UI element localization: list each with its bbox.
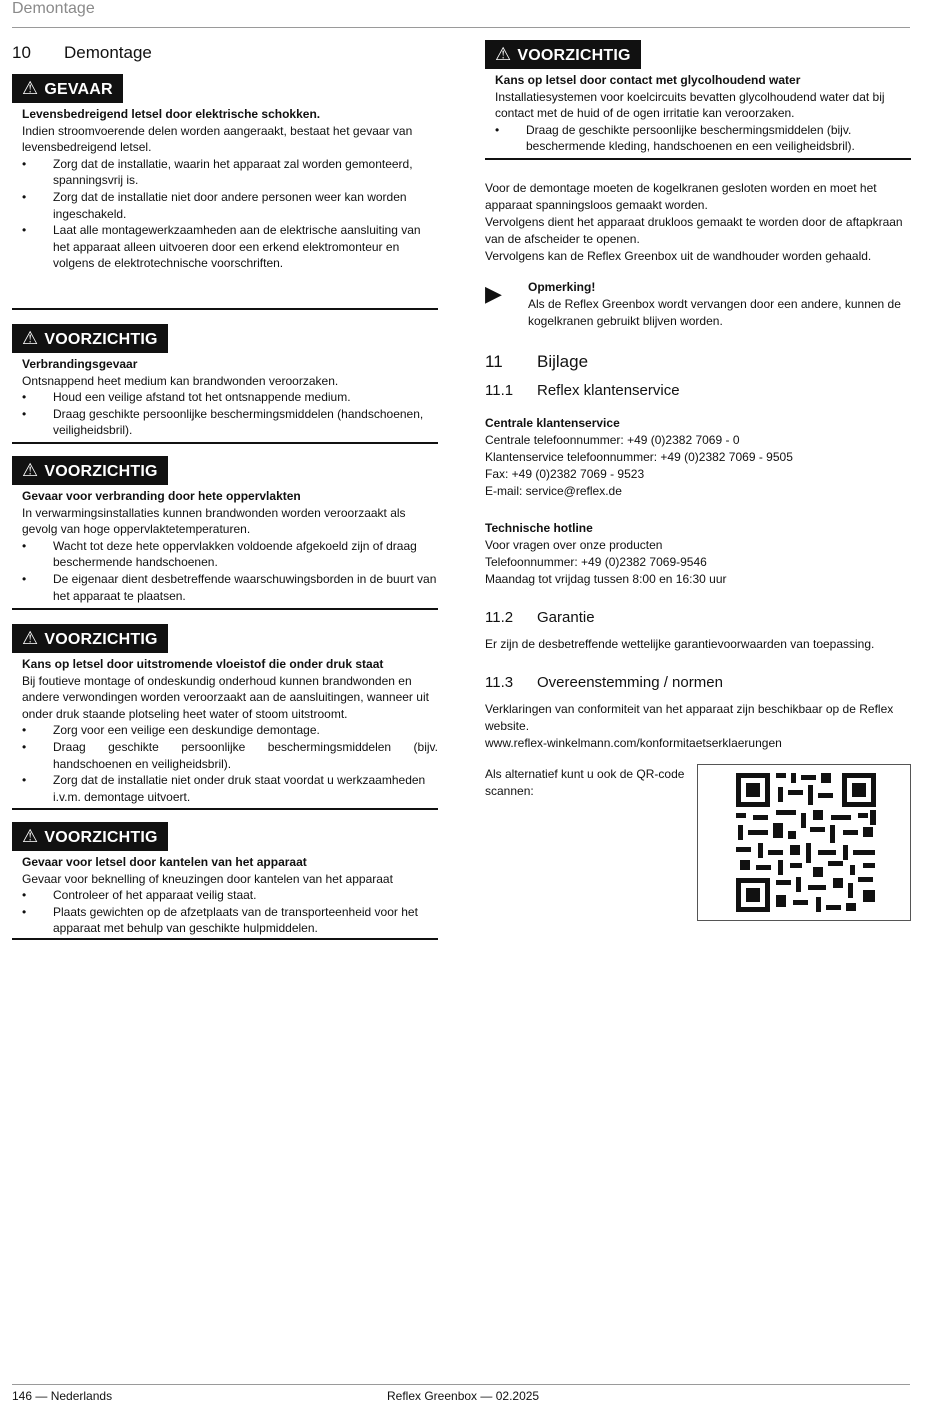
footer-language: Nederlands — [50, 1389, 113, 1403]
warning-text: Gevaar voor beknelling of kneuzingen door kantelen van het apparaat — [22, 871, 393, 886]
hotline-line: Telefoonnummer: +49 (0)2382 7069-9546 — [485, 555, 707, 569]
warning-block-burn — [12, 324, 438, 444]
warning-label: ⚠ GEVAAR — [12, 74, 123, 103]
list-item: • Wacht tot deze hete oppervlakken voldoende afgekoeld zijn of draag beschermende handschoenen. — [22, 538, 438, 571]
contact-line: Klantenservice telefoonnummer: +49 (0)2382 7069 - 9505 — [485, 450, 793, 464]
page-header — [12, 0, 910, 28]
list-item: • Laat alle montagewerkzaamheden aan de elektrische aansluiting van het apparaat alleen uitvoeren door een erkend elektromonteur en volgens de elektrotechnische voorschriften. — [22, 222, 438, 272]
warning-block-tipping — [12, 822, 438, 940]
page-number: 146 — [12, 1389, 33, 1403]
footer-document: Reflex Greenbox — 02.2025 — [387, 1389, 540, 1403]
note-title: Opmerking! — [528, 280, 596, 294]
warning-text: Bij foutieve montage of ondeskundig onderhoud kunnen brandwonden en andere verwondingen worden veroorzaakt aan de aansluitingen, wanneer uit onder druk staande plotseling heet water of stoom uitstroomt. — [22, 673, 429, 721]
qr-text: Als alternatief kunt u ook de QR-code scannen: — [485, 767, 685, 798]
note-block — [485, 279, 911, 329]
section-11-1-heading: 11.1 Reflex klantenservice — [485, 382, 680, 399]
warning-bullets — [22, 538, 438, 604]
warning-bullets — [495, 122, 911, 155]
warning-title: Gevaar voor verbranding door hete oppervlakten — [22, 489, 301, 503]
hotline-line: Maandag tot vrijdag tussen 8:00 en 16:30 uur — [485, 572, 727, 586]
section-number: 10 — [12, 43, 31, 62]
hotline-line: Voor vragen over onze producten — [485, 538, 663, 552]
section-11-3-heading: 11.3 Overeenstemming / normen — [485, 674, 723, 691]
qr-box — [697, 764, 911, 921]
warning-triangle-icon: ⚠ — [22, 78, 39, 98]
list-item: • Zorg dat de installatie niet door andere personen weer kan worden ingeschakeld. — [22, 189, 438, 222]
list-item: • Zorg dat de installatie niet onder druk staat voordat u werkzaamheden i.v.m. demontage uitvoert. — [22, 772, 438, 805]
warning-body — [12, 106, 438, 272]
conformity-url[interactable]: www.reflex-winkelmann.com/konformitaetserklaerungen — [485, 736, 782, 750]
list-item: • Zorg voor een veilige een deskundige demontage. — [22, 722, 438, 739]
warning-triangle-icon: ⚠ — [22, 628, 39, 648]
warning-label: ⚠ VOORZICHTIG — [12, 822, 168, 851]
warning-title: Levensbedreigend letsel door elektrische schokken. — [22, 107, 321, 121]
central-service-title: Centrale klantenservice — [485, 416, 620, 430]
warning-label: ⚠ VOORZICHTIG — [12, 624, 168, 653]
section-number: 11 — [485, 352, 503, 371]
list-item: • Houd een veilige afstand tot het ontsnappende medium. — [22, 389, 438, 406]
warning-block-danger — [12, 74, 438, 310]
warning-bullets — [22, 722, 438, 805]
paragraph: Vervolgens kan de Reflex Greenbox uit de wandhouder worden gehaald. — [485, 249, 872, 263]
note-text: Als de Reflex Greenbox wordt vervangen door een andere, kunnen de kogelkranen gebruikt blijven worden. — [528, 297, 901, 328]
warning-bullets — [22, 156, 438, 272]
warning-block-glycol — [485, 40, 911, 160]
email-line: E-mail: service@reflex.de — [485, 484, 622, 498]
list-item: • Draag geschikte persoonlijke beschermingsmiddelen (bijv. handschoenen en veiligheidsbril). — [22, 739, 438, 772]
warning-body — [12, 656, 438, 805]
contact-line: Centrale telefoonnummer: +49 (0)2382 7069 - 0 — [485, 433, 740, 447]
warning-title: Kans op letsel door contact met glycolhoudend water — [495, 73, 801, 87]
play-arrow-icon: ▶ — [485, 281, 502, 306]
page-footer — [12, 1384, 910, 1404]
conformity-text: Verklaringen van conformiteit van het apparaat zijn beschikbaar op de Reflex website. — [485, 702, 894, 733]
warning-title: Verbrandingsgevaar — [22, 357, 138, 371]
warning-triangle-icon: ⚠ — [22, 328, 39, 348]
warning-body — [12, 356, 438, 439]
warning-label: ⚠ VOORZICHTIG — [12, 324, 168, 353]
warning-body — [485, 72, 911, 155]
list-item: • Draag geschikte persoonlijke beschermingsmiddelen (handschoenen, veiligheidsbril). — [22, 406, 438, 439]
right-column — [485, 40, 911, 926]
section-11-heading — [485, 351, 911, 373]
left-column — [12, 40, 438, 940]
paragraph: Voor de demontage moeten de kogelkranen gesloten worden en moet het apparaat spanningsloos gemaakt worden. — [485, 181, 877, 212]
section-11-2-heading: 11.2 Garantie — [485, 609, 595, 626]
warning-bullets — [22, 887, 438, 937]
warning-text: In verwarmingsinstallaties kunnen brandwonden worden veroorzaakt als gevolg van hoge oppervlaktetemperaturen. — [22, 505, 406, 537]
qr-section — [485, 766, 911, 926]
warning-block-pressure-fluid — [12, 624, 438, 810]
warning-title: Gevaar voor letsel door kantelen van het apparaat — [22, 855, 307, 869]
warning-text: Ontsnappend heet medium kan brandwonden veroorzaken. — [22, 373, 339, 388]
warning-body — [12, 488, 438, 604]
list-item: • Plaats gewichten op de afzetplaats van de transporteenheid voor het apparaat met behulp van geschikte hulpmiddelen. — [22, 904, 438, 937]
warning-label: ⚠ VOORZICHTIG — [485, 40, 641, 69]
warning-body — [12, 854, 438, 937]
warranty-text: Er zijn de desbetreffende wettelijke garantievoorwaarden van toepassing. — [485, 637, 875, 651]
running-title: Demontage — [12, 0, 95, 17]
qr-code-icon[interactable] — [698, 765, 910, 920]
paragraph: Vervolgens dient het apparaat drukloos gemaakt te worden door de aftapkraan van de afscheider te openen. — [485, 215, 903, 246]
warning-block-hot-surfaces — [12, 456, 438, 610]
hotline-title: Technische hotline — [485, 521, 593, 535]
contact-line: Fax: +49 (0)2382 7069 - 9523 — [485, 467, 645, 481]
warning-title: Kans op letsel door uitstromende vloeistof die onder druk staat — [22, 657, 384, 671]
warning-text: Indien stroomvoerende delen worden aangeraakt, bestaat het gevaar van levensbedreigend letsel. — [22, 123, 413, 155]
warning-bullets — [22, 389, 438, 439]
list-item: • Draag de geschikte persoonlijke beschermingsmiddelen (bijv. beschermende kleding, handschoenen en een veiligheidsbril). — [495, 122, 911, 155]
list-item: • De eigenaar dient desbetreffende waarschuwingsborden in de buurt van het apparaat te plaatsen. — [22, 571, 438, 604]
warning-triangle-icon: ⚠ — [22, 460, 39, 480]
warning-label: ⚠ VOORZICHTIG — [12, 456, 168, 485]
section-10-heading — [12, 42, 438, 64]
warning-triangle-icon: ⚠ — [495, 44, 512, 64]
section-title: Demontage — [64, 43, 152, 62]
footer-page-info: 146 — Nederlands — [12, 1389, 113, 1403]
section-title: Bijlage — [537, 352, 589, 371]
warning-text: Installatiesystemen voor koelcircuits bevatten glycolhoudend water dat bij contact met de huid of de ogen irritatie kan veroorzaken. — [495, 89, 885, 121]
list-item: • Controleer of het apparaat veilig staat. — [22, 887, 438, 904]
list-item: • Zorg dat de installatie, waarin het apparaat zal worden gemonteerd, spanningsvrij is. — [22, 156, 438, 189]
warning-triangle-icon: ⚠ — [22, 826, 39, 846]
